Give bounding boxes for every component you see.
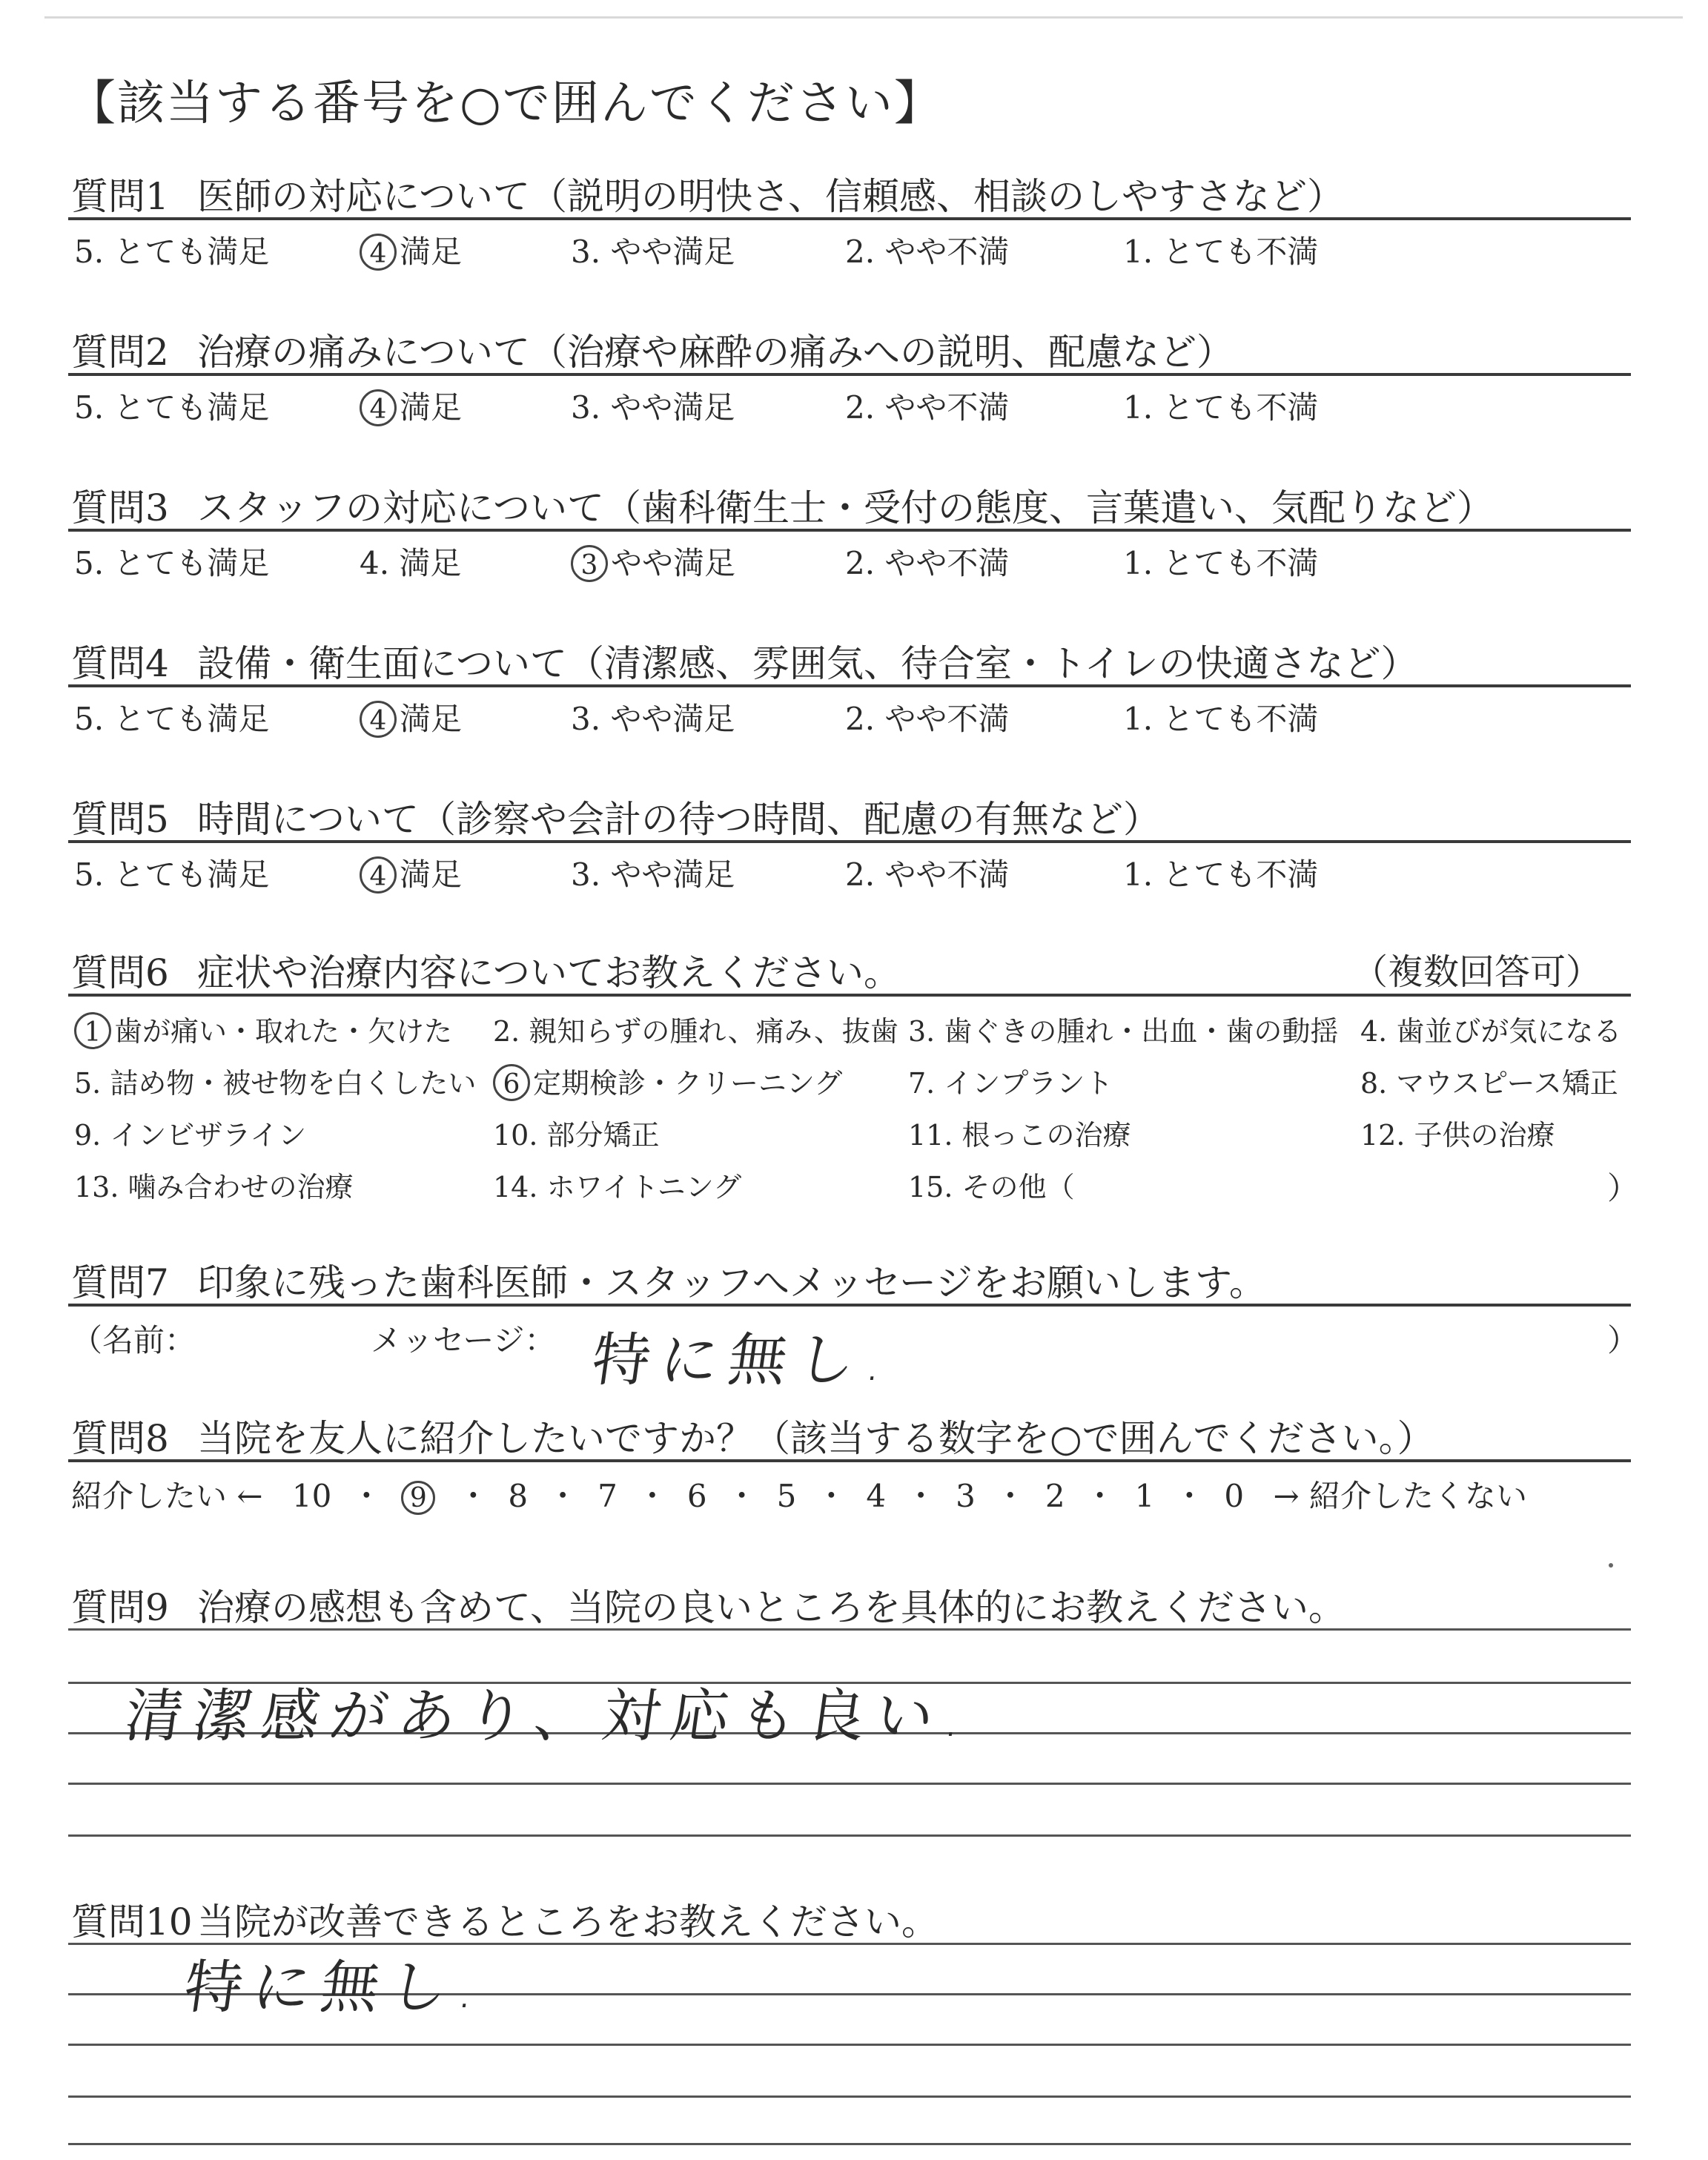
option-label: やや満足 <box>611 545 736 581</box>
scale-separator: ・ <box>726 1478 758 1514</box>
q3-option-3[interactable] <box>571 539 735 584</box>
q6-option-1[interactable] <box>74 1008 452 1049</box>
q5-number: 質問5 <box>71 798 169 841</box>
selected-circle-mark: 3 <box>571 545 608 582</box>
q1-rule <box>68 217 1631 220</box>
q6-option-8[interactable]: 8. マウスピース矯正 <box>1360 1067 1618 1100</box>
q8-scale-5[interactable]: 5 <box>776 1478 797 1514</box>
selected-circle-mark: 6 <box>493 1064 530 1101</box>
q6-option-15[interactable]: 15. その他（ <box>908 1171 1075 1203</box>
q9-rule-0 <box>68 1628 1631 1631</box>
q8-title <box>71 1409 1434 1462</box>
q6-option-7[interactable]: 7. インプラント <box>908 1067 1113 1100</box>
q9-rule-3 <box>68 1783 1631 1785</box>
q3-option-4[interactable]: 4. 満足 <box>360 545 462 581</box>
form-header: 【該当する番号を○で囲んでください】 <box>68 76 943 131</box>
q7-name-label: （名前： <box>71 1322 196 1358</box>
q6-option-6[interactable] <box>493 1060 842 1101</box>
q6-option-5[interactable]: 5. 詰め物・被せ物を白くしたい <box>74 1067 477 1100</box>
scale-separator: ・ <box>994 1478 1026 1514</box>
q3-option-1[interactable]: 1. とても不満 <box>1123 545 1319 581</box>
selected-circle-mark: 4 <box>360 856 397 894</box>
q5-option-3[interactable]: 3. やや満足 <box>571 856 735 893</box>
q5-rule <box>68 840 1631 843</box>
q3-option-5[interactable]: 5. とても満足 <box>74 545 270 581</box>
scale-separator: ・ <box>547 1478 579 1514</box>
scale-separator: ・ <box>636 1478 668 1514</box>
q9-text: 治療の感想も含めて、当院の良いところを具体的にお教えください。 <box>197 1586 1345 1629</box>
q8-scale-4[interactable]: 4 <box>866 1478 887 1514</box>
option-label: 満足 <box>400 389 463 426</box>
q2-title <box>71 323 1234 376</box>
q6-other-close: ） <box>1607 1170 1639 1206</box>
q9-rule-4 <box>68 1834 1631 1837</box>
top-border <box>44 16 1683 19</box>
q4-rule <box>68 684 1631 687</box>
q2-option-5[interactable]: 5. とても満足 <box>74 389 270 426</box>
q6-option-2[interactable]: 2. 親知らずの腫れ、痛み、抜歯 <box>493 1015 898 1048</box>
q8-scale-9[interactable] <box>401 1478 438 1515</box>
selected-circle-mark: 4 <box>360 701 397 738</box>
q9-number: 質問9 <box>71 1586 169 1629</box>
q10-rule-3 <box>68 2095 1631 2098</box>
scale-separator: ・ <box>1084 1478 1116 1514</box>
q1-option-4[interactable] <box>360 228 462 272</box>
q4-option-3[interactable]: 3. やや満足 <box>571 701 735 737</box>
q8-right-label: → 紹介したくない <box>1273 1478 1528 1514</box>
q1-number: 質問1 <box>71 175 169 218</box>
q8-left-label: 紹介したい ← <box>71 1478 263 1514</box>
selected-circle-mark: 9 <box>401 1481 435 1515</box>
q6-option-11[interactable]: 11. 根っこの治療 <box>908 1119 1131 1152</box>
option-label: 満足 <box>400 234 463 270</box>
q6-option-4[interactable]: 4. 歯並びが気になる <box>1360 1015 1622 1048</box>
scale-separator: ・ <box>905 1478 937 1514</box>
q6-multiple-note: （複数回答可） <box>1351 951 1601 993</box>
q8-scale-0[interactable]: 0 <box>1224 1478 1245 1514</box>
scale-separator: ・ <box>815 1478 847 1514</box>
q8-scale-row <box>71 1472 1527 1516</box>
q6-option-3[interactable]: 3. 歯ぐきの腫れ・出血・歯の動揺 <box>908 1015 1339 1048</box>
q4-option-1[interactable]: 1. とても不満 <box>1123 701 1319 737</box>
q8-scale-7[interactable]: 7 <box>598 1478 618 1514</box>
q7-text: 印象に残った歯科医師・スタッフへメッセージをお願いします。 <box>197 1261 1266 1304</box>
q1-option-1[interactable]: 1. とても不満 <box>1123 234 1319 270</box>
option-label: 満足 <box>400 856 463 893</box>
scan-speck <box>1609 1563 1613 1568</box>
q1-title <box>71 167 1344 220</box>
q2-text: 治療の痛みについて（治療や麻酔の痛みへの説明、配慮など） <box>197 331 1234 374</box>
q2-rule <box>68 373 1631 376</box>
q8-scale-3[interactable]: 3 <box>956 1478 976 1514</box>
q2-option-1[interactable]: 1. とても不満 <box>1123 389 1319 426</box>
q6-option-12[interactable]: 12. 子供の治療 <box>1360 1119 1555 1152</box>
q8-scale-1[interactable]: 1 <box>1134 1478 1155 1514</box>
q3-option-2[interactable]: 2. やや不満 <box>845 545 1010 581</box>
q3-rule <box>68 529 1631 532</box>
q5-text: 時間について（診察や会計の待つ時間、配慮の有無など） <box>197 798 1160 841</box>
scale-separator: ・ <box>351 1478 383 1514</box>
q6-option-9[interactable]: 9. インビザライン <box>74 1119 307 1152</box>
q5-option-1[interactable]: 1. とても不満 <box>1123 856 1319 893</box>
q5-option-4[interactable] <box>360 851 462 895</box>
q6-rule <box>68 994 1631 997</box>
q5-title <box>71 790 1160 843</box>
option-label: 満足 <box>400 701 463 737</box>
q3-number: 質問3 <box>71 486 169 529</box>
q7-rule <box>68 1304 1631 1307</box>
q7-title <box>71 1253 1266 1307</box>
q4-number: 質問4 <box>71 642 169 685</box>
q7-close: ） <box>1607 1322 1639 1358</box>
q6-title <box>71 943 901 997</box>
q7-message-label: メッセージ： <box>371 1322 556 1358</box>
q8-text: 当院を友人に紹介したいですか？（該当する数字を○で囲んでください。） <box>197 1417 1434 1460</box>
q3-title <box>71 478 1494 532</box>
selected-circle-mark: 4 <box>360 234 397 271</box>
q10-rule-4 <box>68 2143 1631 2145</box>
q8-rule <box>68 1459 1631 1462</box>
q10-rule-2 <box>68 2044 1631 2046</box>
q7-message-handwriting: 特に無し. <box>587 1327 899 1394</box>
q10-answer-handwriting: 特に無し. <box>179 1955 491 2021</box>
q4-option-4[interactable] <box>360 695 462 739</box>
option-label: 定期検診・クリーニング <box>533 1067 843 1100</box>
q1-option-2[interactable]: 2. やや不満 <box>845 234 1010 270</box>
q10-title <box>71 1892 939 1946</box>
q2-number: 質問2 <box>71 331 169 374</box>
q6-number: 質問6 <box>71 951 169 994</box>
q6-option-10[interactable]: 10. 部分矯正 <box>493 1119 660 1152</box>
q4-option-2[interactable]: 2. やや不満 <box>845 701 1010 737</box>
q3-text: スタッフの対応について（歯科衛生士・受付の態度、言葉遣い、気配りなど） <box>197 486 1494 529</box>
q4-title <box>71 634 1418 687</box>
q8-scale-10[interactable]: 10 <box>291 1478 332 1514</box>
q8-scale-8[interactable]: 8 <box>508 1478 529 1514</box>
q2-option-3[interactable]: 3. やや満足 <box>571 389 735 426</box>
q2-option-4[interactable] <box>360 383 462 428</box>
q9-answer-handwriting: 清潔感があり、対応も良い. <box>120 1683 978 1750</box>
q4-option-5[interactable]: 5. とても満足 <box>74 701 270 737</box>
q8-scale-6[interactable]: 6 <box>686 1478 707 1514</box>
q8-scale-2[interactable]: 2 <box>1045 1478 1065 1514</box>
selected-circle-mark: 4 <box>360 389 397 426</box>
q4-text: 設備・衛生面について（清潔感、雰囲気、待合室・トイレの快適さなど） <box>197 642 1418 685</box>
q1-text: 医師の対応について（説明の明快さ、信頼感、相談のしやすさなど） <box>197 175 1344 218</box>
q6-option-14[interactable]: 14. ホワイトニング <box>493 1171 742 1203</box>
q6-text: 症状や治療内容についてお教えください。 <box>197 951 901 994</box>
q2-option-2[interactable]: 2. やや不満 <box>845 389 1010 426</box>
q5-option-2[interactable]: 2. やや不満 <box>845 856 1010 893</box>
q8-number: 質問8 <box>71 1417 169 1460</box>
q8-values <box>273 1478 1263 1514</box>
q10-number: 質問10 <box>71 1900 193 1943</box>
scale-separator: ・ <box>1174 1478 1205 1514</box>
option-label: 歯が痛い・取れた・欠けた <box>114 1015 453 1048</box>
q5-option-5[interactable]: 5. とても満足 <box>74 856 270 893</box>
selected-circle-mark: 1 <box>74 1012 111 1049</box>
scale-separator: ・ <box>457 1478 489 1514</box>
q1-option-3[interactable]: 3. やや満足 <box>571 234 735 270</box>
q6-option-13[interactable]: 13. 噛み合わせの治療 <box>74 1171 354 1203</box>
q9-title <box>71 1578 1345 1631</box>
q1-option-5[interactable]: 5. とても満足 <box>74 234 270 270</box>
q10-text: 当院が改善できるところをお教えください。 <box>197 1900 939 1943</box>
q7-number: 質問7 <box>71 1261 169 1304</box>
